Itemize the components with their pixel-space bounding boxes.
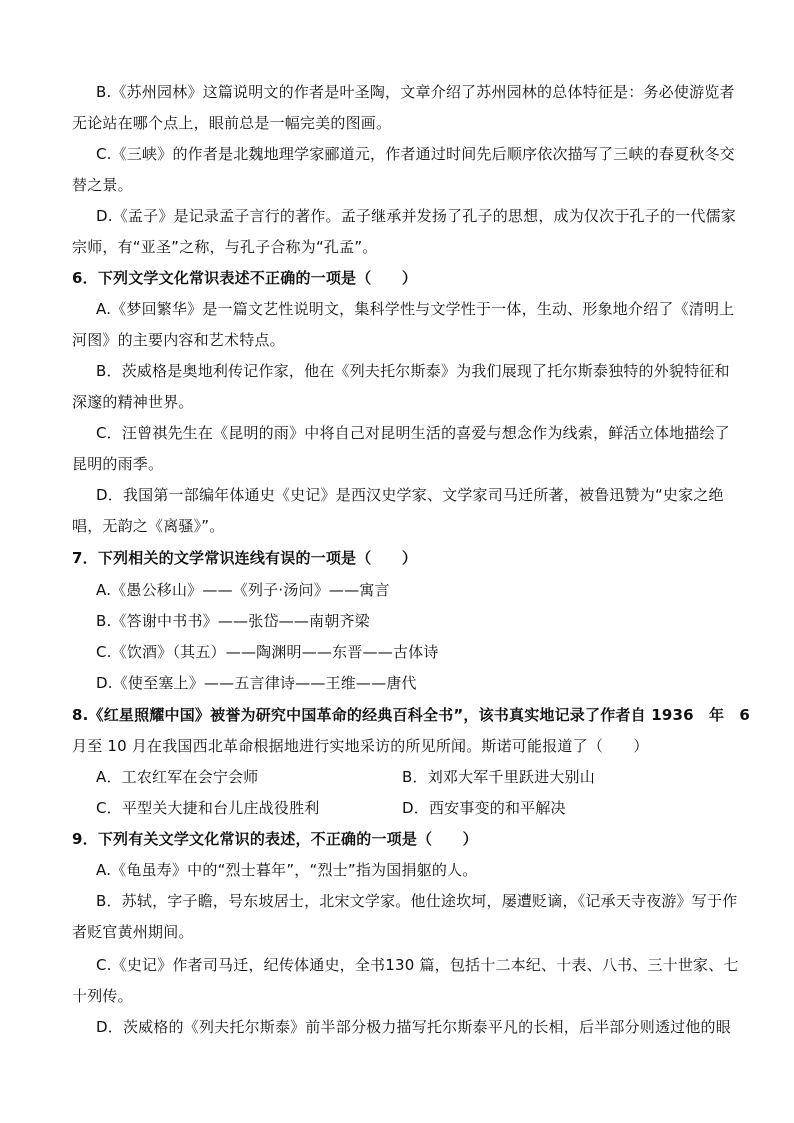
text-line: 者贬官黄州期间。	[72, 923, 194, 941]
text-line: 替之景。	[72, 176, 133, 194]
text-line: C.《饮酒》（其五）——陶渊明——东晋——古体诗	[96, 643, 439, 661]
text-line: C．汪曾祺先生在《昆明的雨》中将自己对昆明生活的喜爱与想念作为线索，鲜活立体地描绘了	[96, 424, 730, 442]
text-line: 宗师，有“亚圣”之称，与孔子合称为“孔孟”。	[72, 238, 378, 256]
option-line	[96, 798, 732, 818]
option-line	[96, 767, 732, 787]
question-7: 7．下列相关的文学常识连线有误的一项是（ ）	[72, 549, 418, 567]
text-line: 深邃的精神世界。	[72, 393, 194, 411]
text-line: C.《三峡》的作者是北魏地理学家郦道元，作者通过时间先后顺序依次描写了三峡的春夏秋冬交	[96, 145, 735, 163]
text-line: C.《史记》作者司马迁，纪传体通史，全书130 篇，包括十二本纪、十表、八书、三十世家、七	[96, 956, 739, 974]
text-line: 昆明的雨季。	[72, 455, 164, 473]
question-9: 9．下列有关文学文化常识的表述，不正确的一项是（ ）	[72, 830, 478, 848]
text-line: 唱，无韵之《离骚》”。	[72, 517, 225, 535]
text-line: D．茨威格的《列夫托尔斯泰》前半部分极力描写托尔斯泰平凡的长相，后半部分则透过他的眼	[96, 1018, 731, 1036]
question-8: 8.《红星照耀中国》被誉为研究中国革命的经典百科全书”，该书真实地记录了作者自 1936 年 6	[72, 706, 751, 724]
text-line: B.《答谢中书书》——张岱——南朝齐梁	[96, 612, 370, 630]
text-line: A.《龟虽寿》中的“烈士暮年”，“烈士”指为国捐躯的人。	[96, 861, 478, 879]
text-line: 无论站在哪个点上，眼前总是一幅完美的图画。	[72, 114, 392, 132]
text-line: D.《孟子》是记录孟子言行的著作。孟子继承并发扬了孔子的思想，成为仅次于孔子的一代儒家	[96, 207, 736, 225]
text-line: A.《愚公移山》——《列子·汤问》——寓言	[96, 581, 390, 599]
question-6: 6．下列文学文化常识表述不正确的一项是（ ）	[72, 269, 418, 287]
text-line: 河图》的主要内容和艺术特点。	[72, 331, 285, 349]
text-line: B．苏轼，字子瞻，号东坡居士，北宋文学家。他仕途坎坷，屡遭贬谪，《记承天寺夜游》写于作	[96, 892, 738, 910]
text-line: D.《使至塞上》——五言律诗——王维——唐代	[96, 674, 417, 692]
option-a: A．工农红军在会宁会师	[96, 768, 259, 786]
text-line: B.《苏州园林》这篇说明文的作者是叶圣陶，文章介绍了苏州园林的总体特征是：务必使游览者	[96, 83, 735, 101]
text-line: 十列传。	[72, 987, 133, 1005]
option-c: C．平型关大捷和台儿庄战役胜利	[96, 799, 320, 817]
option-d: D．西安事变的和平解决	[402, 799, 566, 817]
text-line: B．茨威格是奥地利传记作家，他在《列夫托尔斯泰》为我们展现了托尔斯泰独特的外貌特征和	[96, 362, 730, 380]
option-b: B．刘邓大军千里跃进大别山	[402, 768, 595, 786]
text-line: D．我国第一部编年体通史《史记》是西汉史学家、文学家司马迁所著，被鲁迅赞为“史家之绝	[96, 486, 724, 504]
text-line: 月至 10 月在我国西北革命根据地进行实地采访的所见所闻。斯诺可能报道了（ ）	[72, 737, 649, 755]
text-line: A.《梦回繁华》是一篇文艺性说明文，集科学性与文学性于一体，生动、形象地介绍了《清明上	[96, 300, 735, 318]
